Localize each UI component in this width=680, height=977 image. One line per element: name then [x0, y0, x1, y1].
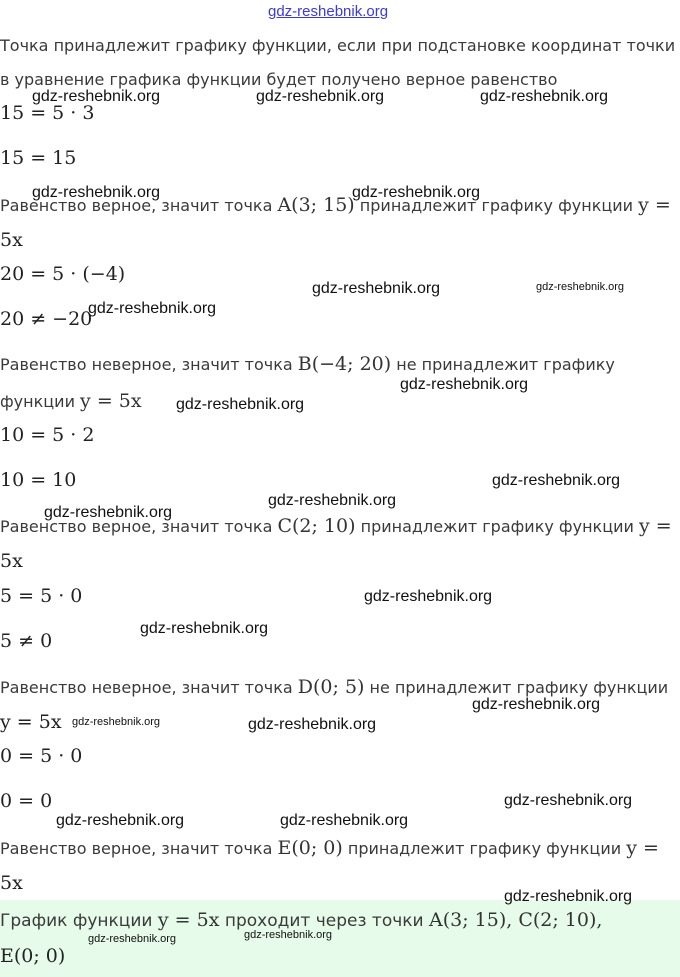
watermark: gdz-reshebnik.org: [280, 812, 409, 829]
watermark: gdz-reshebnik.org: [256, 88, 385, 105]
watermark: gdz-reshebnik.org: [244, 929, 333, 941]
conclusion-line: [0, 910, 602, 931]
function-label: 5x: [0, 229, 23, 251]
function-label: y =: [638, 194, 671, 216]
result-line: [0, 354, 615, 375]
function-label: 5x: [0, 872, 23, 894]
equation: 20 ≠ −20: [0, 308, 93, 330]
function-label: y = 5x: [157, 909, 220, 931]
watermark: gdz-reshebnik.org: [88, 933, 177, 945]
watermark: gdz-reshebnik.org: [472, 696, 601, 713]
points-list: A(3; 15), C(2; 10),: [428, 909, 603, 931]
equation: 10 = 5 · 2: [0, 424, 95, 446]
result-text: функции: [0, 392, 81, 411]
watermark: gdz-reshebnik.org: [32, 184, 161, 201]
result-text: принадлежит графику функции: [342, 839, 627, 858]
function-label: y =: [638, 515, 672, 537]
equation: 0 = 0: [0, 790, 53, 812]
result-line: [0, 838, 659, 859]
watermark: gdz-reshebnik.org: [140, 620, 269, 637]
watermark: gdz-reshebnik.org: [312, 280, 441, 297]
equation: 0 = 5 · 0: [0, 745, 83, 767]
site-link[interactable]: gdz-reshebnik.org: [268, 3, 389, 20]
result-text: Равенство неверное, значит точка: [0, 678, 298, 697]
function-label: 5x: [0, 550, 23, 572]
conclusion-text: проходит через точки: [219, 911, 429, 931]
point-label: B(−4; 20): [297, 353, 392, 375]
watermark: gdz-reshebnik.org: [176, 396, 305, 413]
watermark: gdz-reshebnik.org: [480, 88, 609, 105]
watermark: gdz-reshebnik.org: [248, 716, 377, 733]
point-label: D(0; 5): [297, 676, 365, 698]
result-text: Равенство неверное, значит точка: [0, 355, 298, 374]
result-text: принадлежит графику функции: [355, 517, 639, 536]
equation: 5 = 5 · 0: [0, 585, 83, 607]
function-label: y = 5x: [0, 711, 62, 733]
watermark: gdz-reshebnik.org: [352, 184, 481, 201]
equation: 15 = 15: [0, 147, 77, 169]
result-text: принадлежит графику функции: [354, 196, 639, 215]
result-line: [0, 391, 142, 412]
watermark: gdz-reshebnik.org: [400, 376, 529, 393]
result-line: [0, 677, 668, 698]
watermark: gdz-reshebnik.org: [44, 504, 173, 521]
watermark: gdz-reshebnik.org: [72, 716, 161, 728]
watermark: gdz-reshebnik.org: [268, 492, 397, 509]
watermark: gdz-reshebnik.org: [32, 88, 161, 105]
equation: 20 = 5 · (−4): [0, 263, 126, 285]
intro-line-2: в уравнение графика функции будет получено верное равенство: [0, 70, 558, 89]
watermark: gdz-reshebnik.org: [504, 792, 633, 809]
watermark: gdz-reshebnik.org: [536, 281, 625, 293]
watermark: gdz-reshebnik.org: [56, 812, 185, 829]
watermark: gdz-reshebnik.org: [364, 588, 493, 605]
point-label: A(3; 15): [277, 194, 355, 216]
conclusion-text: График функции: [0, 911, 158, 931]
result-text: Равенство верное, значит точка: [0, 839, 278, 858]
watermark: gdz-reshebnik.org: [88, 300, 217, 317]
function-label: y =: [626, 837, 659, 859]
equation: 15 = 5 · 3: [0, 102, 95, 124]
result-text: не принадлежит графику функции: [364, 678, 669, 697]
equation: 10 = 10: [0, 469, 77, 491]
intro-line-1: Точка принадлежит графику функции, если при подстановке координат точки: [0, 36, 676, 55]
equation: 5 ≠ 0: [0, 630, 53, 652]
result-text: Равенство верное, значит точка: [0, 196, 278, 215]
point-label: E(0; 0): [277, 837, 343, 859]
point-label: C(2; 10): [277, 515, 356, 537]
result-text: не принадлежит графику: [391, 355, 615, 374]
watermark: gdz-reshebnik.org: [492, 472, 621, 489]
function-label: y = 5x: [80, 390, 142, 412]
points-list: E(0; 0): [0, 945, 66, 967]
result-text: Равенство верное, значит точка: [0, 517, 278, 536]
watermark: gdz-reshebnik.org: [504, 888, 633, 905]
